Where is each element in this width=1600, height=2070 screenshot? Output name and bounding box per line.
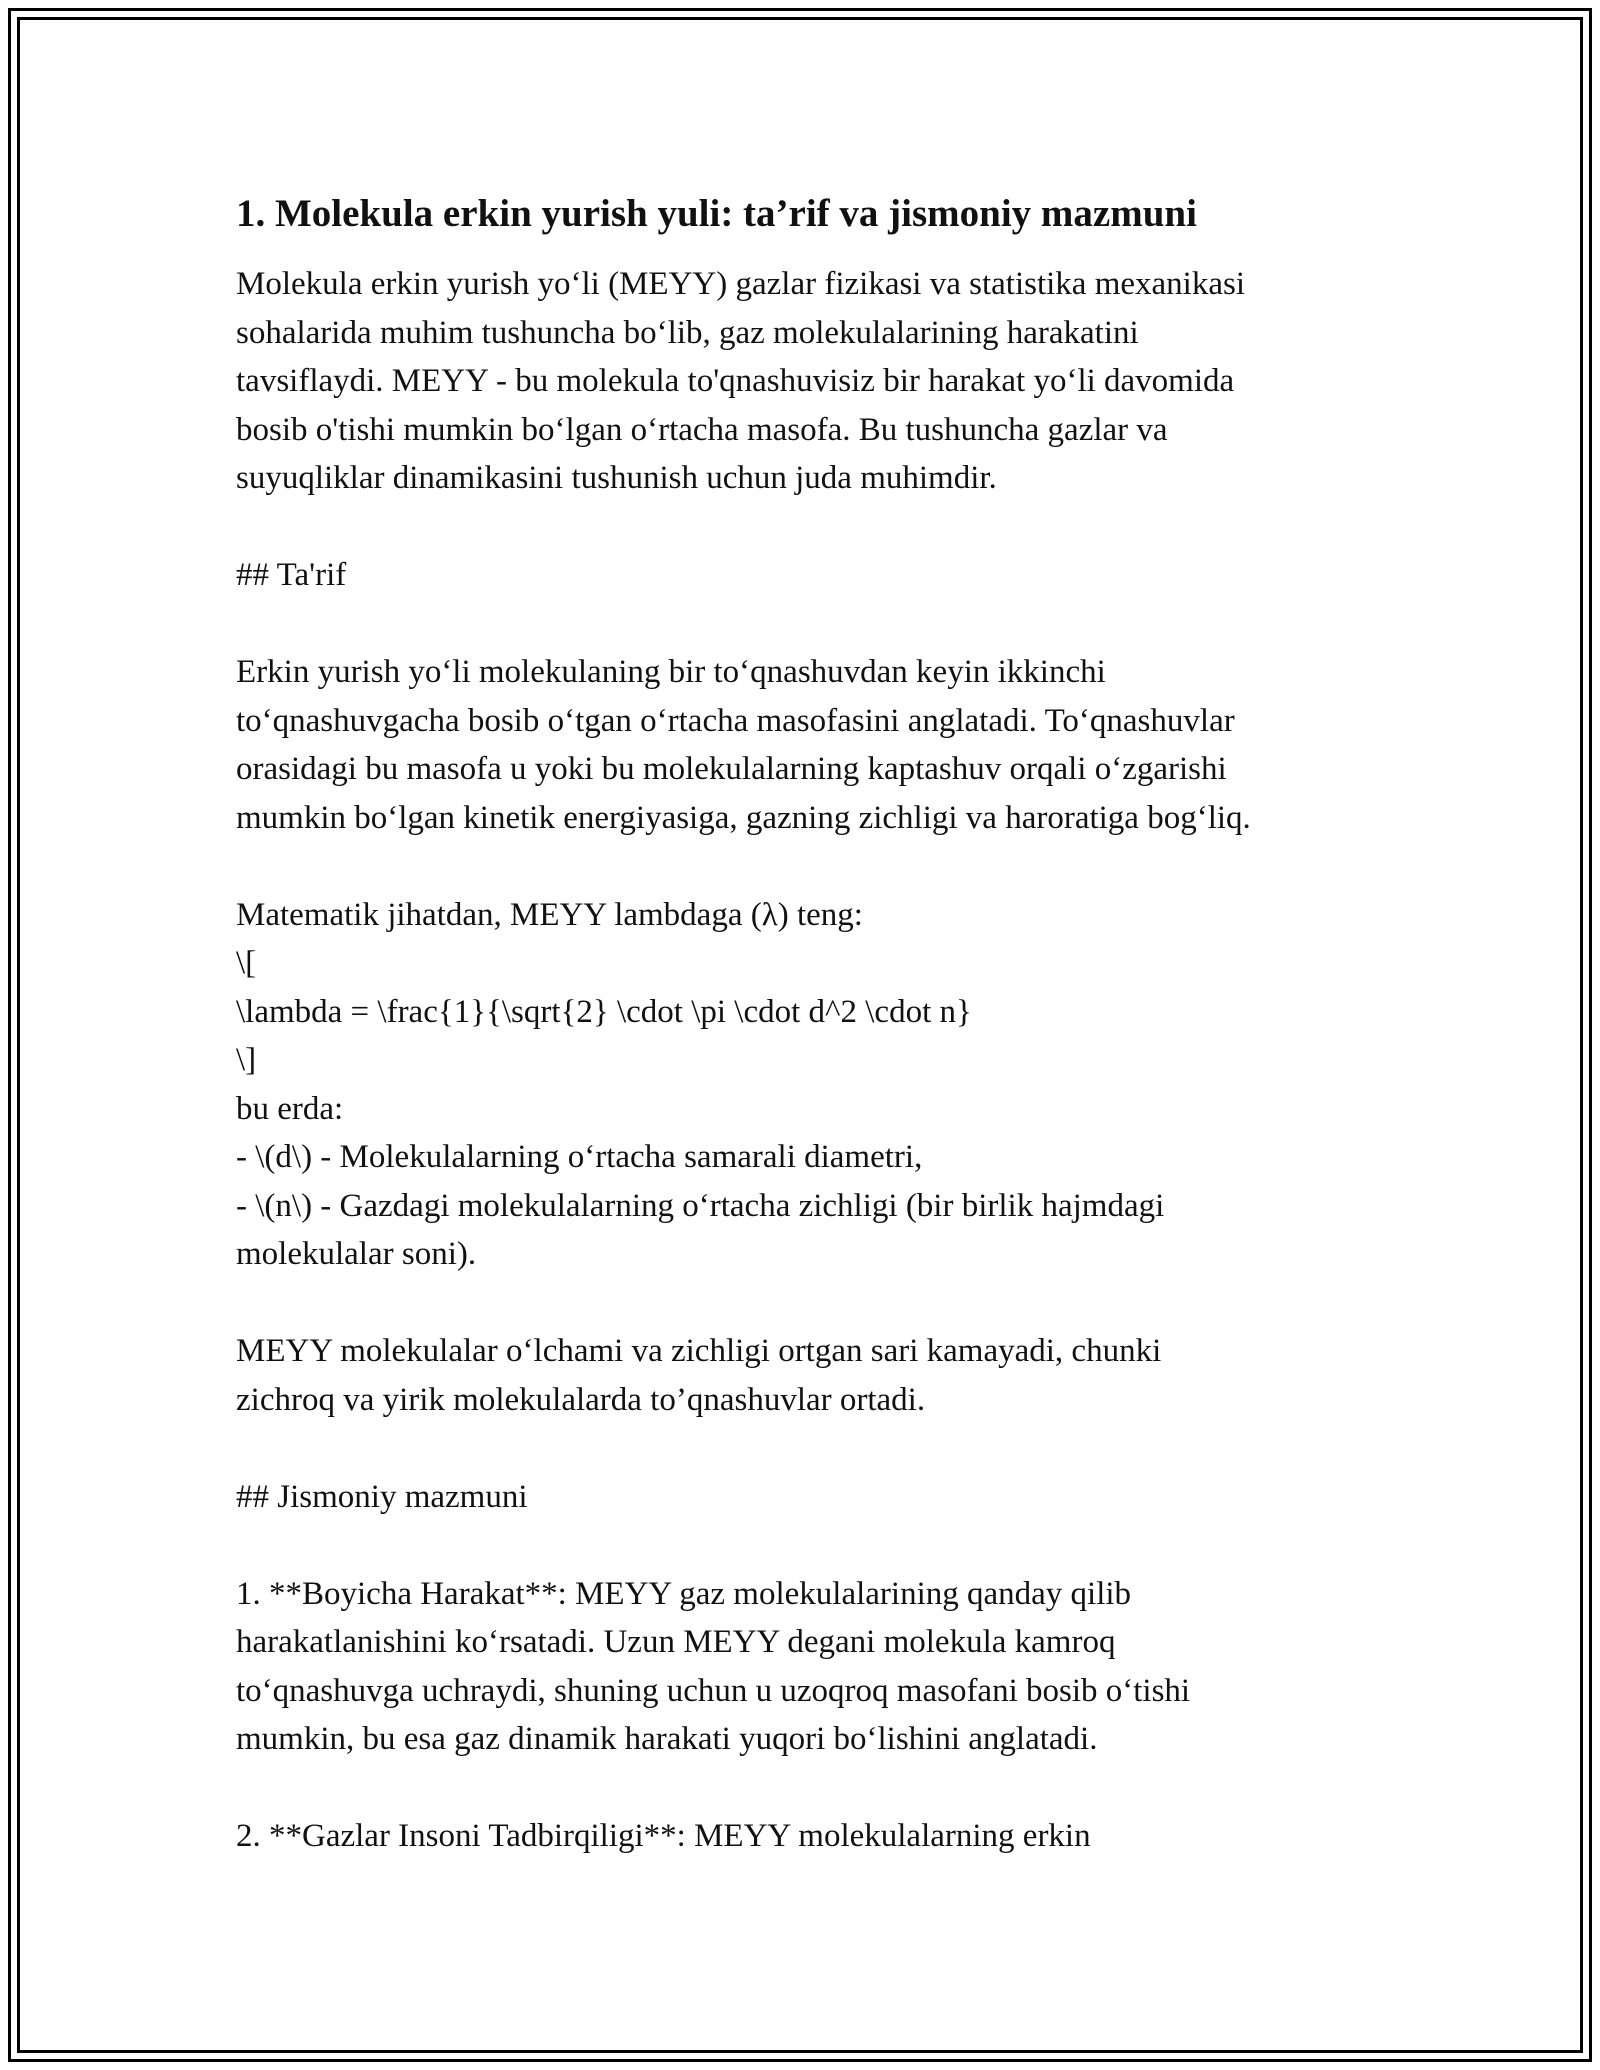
text-line: Matematik jihatdan, MEYY lambdaga (λ) teng: [236, 896, 863, 933]
text-line: tavsiflaydi. MEYY - bu molekula to'qnashuvisiz bir harakat yo‘li davomida [236, 363, 1235, 399]
text-line: 2. **Gazlar Insoni Tadbirqiligi**: MEYY molekulalarning erkin [236, 1818, 1091, 1854]
formula-expression: \lambda = \frac{1}{\sqrt{2} \cdot \pi \cdot d^2 \cdot n} [236, 993, 972, 1030]
formula-open: \[ [236, 945, 257, 981]
text-line: molekulalar soni). [236, 1236, 477, 1272]
section-heading: ## Ta'rif [236, 557, 347, 593]
document-body [236, 186, 1386, 1861]
heading-jismoniy [236, 1473, 1386, 1522]
paragraph-point-1 [236, 1570, 1386, 1764]
text-line: Erkin yurish yo‘li molekulaning bir to‘qnashuvdan keyin ikkinchi [236, 654, 1106, 690]
paragraph-definition [236, 648, 1386, 842]
text-line: to‘qnashuvgacha bosib o‘tgan o‘rtacha masofasini anglatadi. To‘qnashuvlar [236, 702, 1235, 739]
text-line: MEYY molekulalar o‘lchami va zichligi ortgan sari kamayadi, chunki [236, 1333, 1162, 1369]
text-line: bosib o'tishi mumkin bo‘lgan o‘rtacha masofa. Bu tushuncha gazlar va [236, 411, 1168, 448]
paragraph-point-2 [236, 1812, 1386, 1861]
document-title: 1. Molekula erkin yurish yuli: ta’rif va jismoniy mazmuni [236, 192, 1197, 235]
formula-close: \] [236, 1042, 257, 1078]
text-line: harakatlanishini ko‘rsatadi. Uzun MEYY degani molekula kamroq [236, 1624, 1116, 1660]
text-line: bu erda: [236, 1090, 344, 1127]
text-line: sohalarida muhim tushuncha bo‘lib, gaz molekulalarining harakatini [236, 314, 1139, 351]
text-line: Molekula erkin yurish yo‘li (MEYY) gazlar fizikasi va statistika mexanikasi [236, 266, 1245, 302]
text-line: orasidagi bu masofa u yoki bu molekulalarning kaptashuv orqali o‘zgarishi [236, 751, 1227, 787]
list-item: - \(d\) - Molekulalarning o‘rtacha samarali diametri, [236, 1139, 923, 1175]
text-line: 1. **Boyicha Harakat**: MEYY gaz molekulalarining qanday qilib [236, 1575, 1132, 1612]
paragraph-size-density [236, 1327, 1386, 1424]
text-line: suyuqliklar dinamikasini tushunish uchun juda muhimdir. [236, 460, 997, 496]
paragraph-formula [236, 891, 1386, 1279]
list-item: - \(n\) - Gazdagi molekulalarning o‘rtacha zichligi (bir birlik hajmdagi [236, 1187, 1165, 1224]
section-heading: ## Jismoniy mazmuni [236, 1478, 528, 1515]
text-line: zichroq va yirik molekulalarda to’qnashuvlar ortadi. [236, 1381, 926, 1418]
text-line: to‘qnashuvga uchraydi, shuning uchun u uzoqroq masofani bosib o‘tishi [236, 1672, 1191, 1709]
heading-tarif [236, 551, 1386, 600]
paragraph-intro [236, 260, 1386, 503]
text-line: mumkin bo‘lgan kinetik energiyasiga, gazning zichligi va haroratiga bog‘liq. [236, 799, 1251, 836]
text-line: mumkin, bu esa gaz dinamik harakati yuqori bo‘lishini anglatadi. [236, 1721, 1098, 1757]
